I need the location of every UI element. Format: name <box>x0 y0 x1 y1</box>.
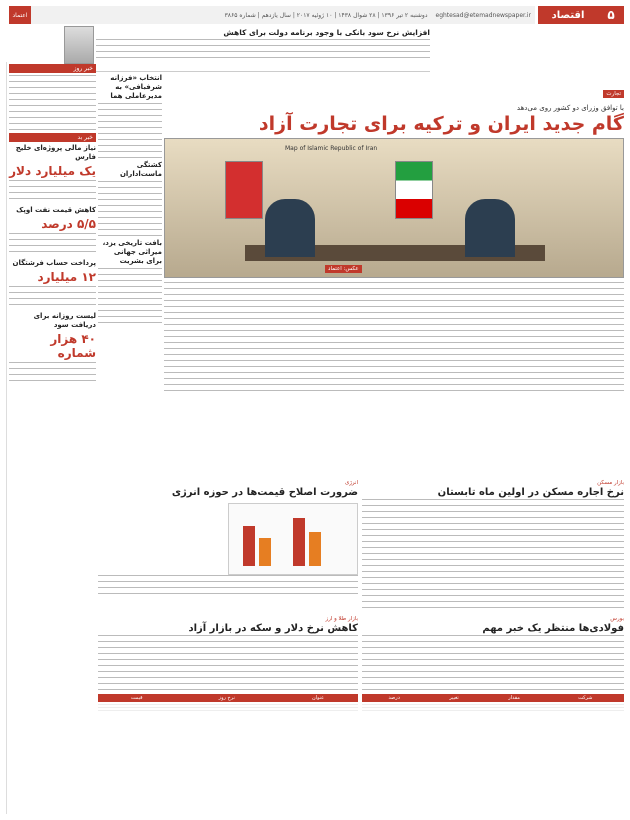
chart-bar <box>243 526 255 566</box>
table-row <box>98 708 358 711</box>
main-section-label: تجارت <box>603 90 624 98</box>
photo-credit: عکس: اعتماد <box>325 265 362 273</box>
rent-headline[interactable]: نرخ اجاره مسکن در اولین ماه تابستان <box>437 487 624 498</box>
section-name: اقتصاد <box>538 6 598 24</box>
mid-headline[interactable]: بافت تاریخی یزد، میراثی جهانی برای بشریت <box>102 239 162 265</box>
rent-label: بازار مسکن <box>597 480 624 486</box>
table-header: شرکت <box>547 694 624 702</box>
steel-label: بورس <box>610 616 624 622</box>
rent-article <box>362 480 624 610</box>
table-header: درصد <box>362 694 426 702</box>
masthead-bar <box>6 6 624 24</box>
author-portrait <box>64 26 94 64</box>
side-headline[interactable]: نیاز مالی پروژه‌ای خلیج فارس <box>15 144 96 161</box>
table-header: عنوان <box>278 694 358 702</box>
chart-bar <box>259 538 271 566</box>
side-big-number: ۵/۵ درصد <box>41 217 96 231</box>
rent-body <box>362 499 624 609</box>
newspaper-logo: اعتماد <box>9 6 31 24</box>
editorial <box>96 26 430 72</box>
lower-section <box>98 480 624 814</box>
mid-body <box>98 181 162 237</box>
gold-article <box>98 616 358 814</box>
side-big-number: ۴۰ هزار شماره <box>50 332 96 360</box>
side-body <box>9 362 96 386</box>
side-label: خبر روز <box>9 64 96 73</box>
editorial-body <box>96 39 430 63</box>
side-big-number: یک میلیارد دلار <box>9 164 96 178</box>
chart-bar <box>293 518 305 566</box>
table-header: تغییر <box>426 694 481 702</box>
side-body <box>9 233 96 257</box>
minister-figure <box>265 199 315 257</box>
side-body <box>9 286 96 310</box>
main-headline[interactable]: گام جدید ایران و ترکیه برای تجارت آزاد <box>258 113 624 135</box>
main-photo <box>164 138 624 278</box>
mid-body <box>98 268 162 324</box>
side-news-list <box>9 75 96 131</box>
gold-table <box>98 694 358 711</box>
side-headline[interactable]: پرداخت حساب فرشتگان <box>12 259 96 267</box>
iran-flag-icon <box>395 161 433 219</box>
table-header: نرخ روز <box>175 694 278 702</box>
energy-headline[interactable]: ضرورت اصلاح قیمت‌ها در حوزه انرژی <box>171 487 358 498</box>
side-headline[interactable]: لیست روزانه برای دریافت سود <box>33 312 96 329</box>
map-caption: Map of Islamic Republic of Iran <box>285 145 378 152</box>
side-big-number: ۱۲ میلیارد <box>37 270 96 284</box>
chart-bar <box>309 532 321 566</box>
minister-figure <box>465 199 515 257</box>
steel-table <box>362 694 624 711</box>
main-kicker: با توافق وزرای دو کشور روی می‌دهد <box>516 104 624 112</box>
table-header: مقدار <box>482 694 547 702</box>
mid-body <box>98 103 162 159</box>
side-column <box>6 62 96 814</box>
turkey-flag-icon <box>225 161 263 219</box>
energy-label: انرژی <box>344 480 358 486</box>
steel-body <box>362 635 624 691</box>
energy-chart <box>228 503 358 575</box>
energy-article <box>98 480 358 610</box>
main-body <box>164 282 624 392</box>
table-row <box>362 708 624 711</box>
dateline: دوشنبه ۲ تیر ۱۳۹۶ | ۲۸ شوال ۱۴۳۸ | ۱۰ ژوئیه ۲۰۱۷ | سال یازدهم | شماره ۳۸۶۵ <box>31 6 432 24</box>
editorial-title: افزایش نرخ سود بانکی با وجود برنامه دولت برای کاهش <box>223 28 430 37</box>
mid-headline[interactable]: انتخاب «فرزانه شرفبافی» به مدیرعاملی هما <box>110 74 162 100</box>
side-label: خبر بد <box>9 133 96 142</box>
energy-body <box>98 575 358 599</box>
email-address[interactable]: eghtesad@etemadnewspaper.ir <box>432 6 536 24</box>
steel-article <box>362 616 624 814</box>
gold-headline[interactable]: کاهش نرخ دلار و سکه در بازار آزاد <box>188 623 358 634</box>
gold-body <box>98 635 358 691</box>
middle-column <box>98 72 162 390</box>
gold-label: بازار طلا و ارز <box>325 616 358 622</box>
side-headline[interactable]: کاهش قیمت نفت اوپک <box>16 206 96 214</box>
side-body <box>9 180 96 204</box>
table-header: قیمت <box>98 694 175 702</box>
page-number: ۵ <box>598 6 624 24</box>
main-story <box>164 80 624 480</box>
mid-headline[interactable]: کشتگی ماست‌اداران <box>119 161 162 178</box>
steel-headline[interactable]: فولادی‌ها منتظر یک خبر مهم <box>482 623 624 634</box>
